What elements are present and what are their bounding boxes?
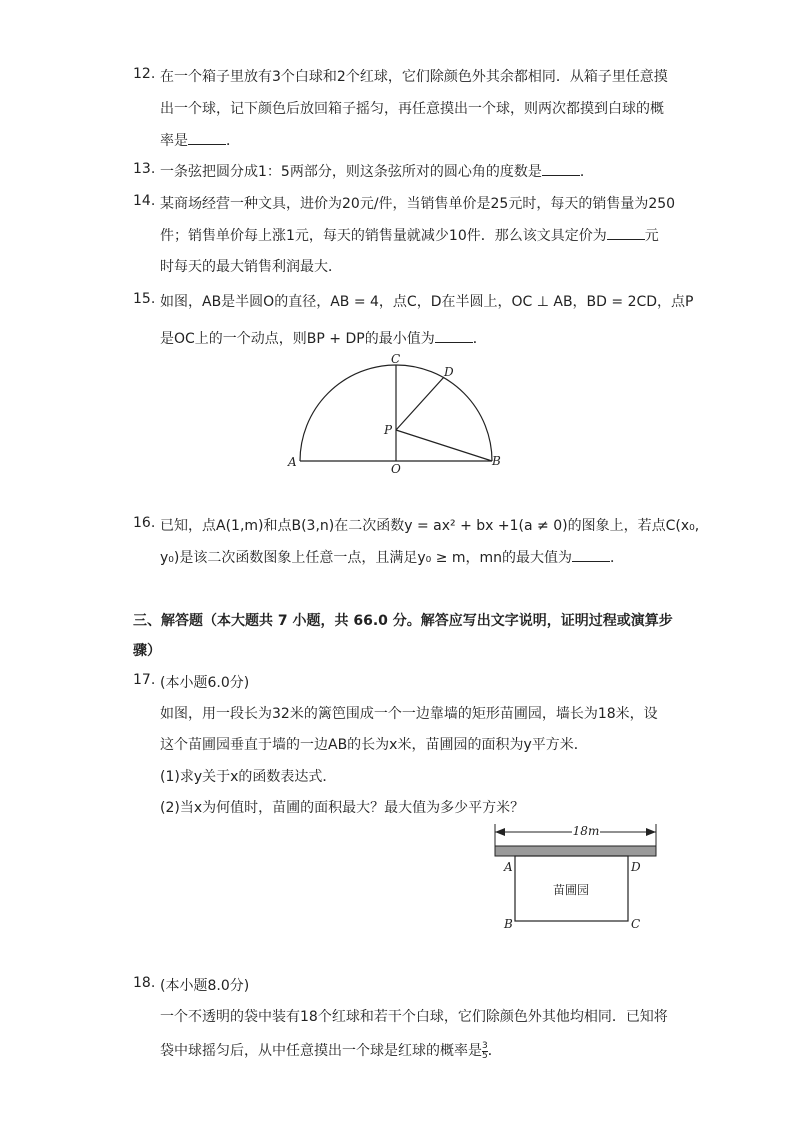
label-d: D bbox=[444, 365, 454, 379]
q12-end: ． bbox=[226, 133, 240, 149]
q16-end: ． bbox=[610, 550, 625, 566]
q13-end: ． bbox=[579, 164, 594, 180]
label-b: B bbox=[504, 917, 513, 931]
q18-line2 bbox=[160, 1040, 502, 1061]
q15-line2 bbox=[160, 328, 487, 348]
label-b: B bbox=[492, 454, 501, 468]
q17-line1: 如图，用一段长为32米的篱笆围成一个一边靠墙的矩形苗圃园，墙长为18米，设 bbox=[160, 706, 658, 722]
q15-line1: 如图，AB是半圆O的直径，AB = 4，点C，D在半圆上，OC ⊥ AB，BD = 2CD，点P bbox=[160, 294, 694, 310]
q15-text: 是OC上的一个动点，则BP + DP的最小值为 bbox=[160, 331, 435, 347]
q15-end: ． bbox=[472, 331, 487, 347]
q16-text: y₀)是该二次函数图象上任意一点，且满足y₀ ≥ m，mn的最大值为 bbox=[160, 550, 573, 566]
label-o: O bbox=[391, 462, 401, 475]
q16-line1: 已知，点A(1,m)和点B(3,n)在二次函数y = ax² + bx +1(a ≠ 0)的图象上，若点C(x₀, bbox=[160, 518, 700, 534]
fraction-denominator: 5 bbox=[482, 1050, 488, 1061]
answer-blank bbox=[542, 162, 580, 176]
q18-line1: 一个不透明的袋中装有18个红球和若干个白球，它们除颜色外其他均相同．已知将 bbox=[160, 1009, 668, 1025]
segment-pd bbox=[396, 377, 444, 430]
wall-length-label: 18m bbox=[572, 824, 600, 838]
q18-text: 袋中球摇匀后，从中任意摸出一个球是红球的概率是 bbox=[160, 1043, 482, 1059]
q17-number: 17. bbox=[133, 672, 156, 688]
q14-text: 件；销售单价每上涨1元，每天的销售量就减少10件．那么该文具定价为 bbox=[160, 228, 607, 244]
arrow-right-icon bbox=[646, 828, 656, 836]
q17-part2: (2)当x为何值时，苗圃的面积最大？最大值为多少平方米？ bbox=[160, 800, 525, 816]
q12-line3 bbox=[160, 130, 240, 150]
section-heading: 三、解答题（本大题共 7 小题，共 66.0 分。解答应写出文字说明，证明过程或演算步 bbox=[133, 613, 673, 629]
q14-line1: 某商场经营一种文具，进价为20元/件，当销售单价是25元时，每天的销售量为250 bbox=[160, 196, 676, 212]
answer-blank bbox=[188, 131, 226, 145]
section-heading-cont: 骤） bbox=[133, 643, 161, 659]
q13-line1 bbox=[160, 161, 594, 181]
q15-number: 15. bbox=[133, 291, 156, 307]
q17-line2: 这个苗圃园垂直于墙的一边AB的长为x米，苗圃园的面积为y平方米． bbox=[160, 737, 588, 753]
q14-number: 14. bbox=[133, 193, 156, 209]
label-a: A bbox=[288, 455, 297, 469]
q12-line1: 在一个箱子里放有3个白球和2个红球，它们除颜色外其余都相同．从箱子里任意摸 bbox=[160, 69, 668, 85]
q16-number: 16. bbox=[133, 515, 156, 531]
q13-text: 一条弦把圆分成1：5两部分，则这条弦所对的圆心角的度数是 bbox=[160, 164, 542, 180]
answer-blank bbox=[572, 548, 610, 562]
q14-line3: 时每天的最大销售利润最大． bbox=[160, 259, 342, 275]
q16-line2 bbox=[160, 547, 624, 567]
garden-figure bbox=[488, 820, 663, 935]
answer-blank bbox=[435, 329, 473, 343]
label-d: D bbox=[631, 860, 641, 874]
q12-line2: 出一个球，记下颜色后放回箱子摇匀，再任意摸出一个球，则两次都摸到白球的概 bbox=[160, 101, 664, 117]
label-a: A bbox=[504, 860, 513, 874]
arrow-left-icon bbox=[495, 828, 505, 836]
label-c: C bbox=[391, 352, 401, 366]
fraction-numerator: 3 bbox=[482, 1040, 488, 1051]
q13-number: 13. bbox=[133, 161, 156, 177]
q18-score: (本小题8.0分) bbox=[160, 978, 250, 994]
q17-part1: (1)求y关于x的函数表达式． bbox=[160, 769, 337, 785]
q18-number: 18. bbox=[133, 975, 156, 991]
q12-number: 12. bbox=[133, 66, 156, 82]
garden-label: 苗圃园 bbox=[552, 883, 590, 897]
wall bbox=[495, 846, 656, 856]
semicircle-figure bbox=[285, 350, 510, 475]
q18-end: ． bbox=[487, 1043, 502, 1059]
q17-score: (本小题6.0分) bbox=[160, 675, 250, 691]
answer-blank bbox=[607, 226, 645, 240]
q12-text: 率是 bbox=[160, 133, 188, 149]
q14-unit: 元 bbox=[644, 228, 659, 244]
label-p: P bbox=[384, 423, 393, 437]
segment-pb bbox=[396, 430, 492, 461]
label-c: C bbox=[631, 917, 641, 931]
q14-line2 bbox=[160, 225, 659, 245]
